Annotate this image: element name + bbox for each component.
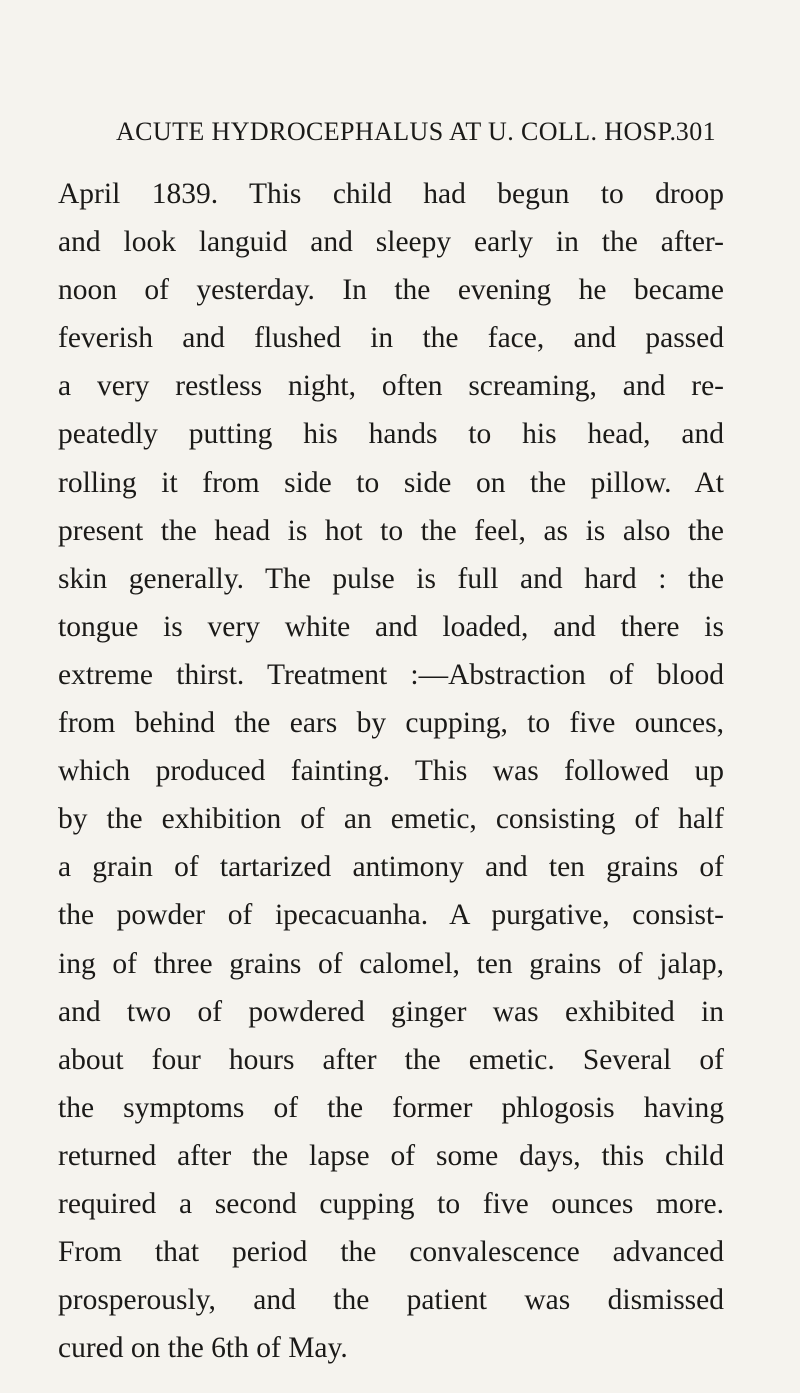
text-line: extreme thirst. Treatment :—Abstraction of blood [58, 658, 724, 691]
text-line: the symptoms of the former phlogosis having [58, 1091, 724, 1124]
running-title: ACUTE HYDROCEPHALUS AT U. COLL. HOSP. [116, 117, 677, 146]
text-line: required a second cupping to five ounces more. [58, 1187, 724, 1220]
text-line: skin generally. The pulse is full and hard : the [58, 562, 724, 595]
text-line: tongue is very white and loaded, and there is [58, 610, 724, 643]
text-line: peatedly putting his hands to his head, and [58, 418, 724, 451]
text-line: noon of yesterday. In the evening he became [58, 274, 724, 307]
text-line: From that period the convalescence advanced [58, 1236, 724, 1269]
text-line: returned after the lapse of some days, this child [58, 1139, 724, 1172]
text-line: prosperously, and the patient was dismissed [58, 1284, 724, 1317]
text-line: the powder of ipecacuanha. A purgative, consist- [58, 899, 724, 932]
text-line: feverish and flushed in the face, and passed [58, 322, 724, 355]
text-line: cured on the 6th of May. [58, 1332, 348, 1365]
text-line: from behind the ears by cupping, to five ounces, [58, 707, 724, 740]
running-head [116, 114, 716, 150]
body-paragraph [58, 170, 724, 1372]
text-line: a grain of tartarized antimony and ten grains of [58, 851, 724, 884]
text-line: and two of powdered ginger was exhibited in [58, 995, 724, 1028]
text-line: ing of three grains of calomel, ten grains of jalap, [58, 947, 724, 980]
text-line: a very restless night, often screaming, and re- [58, 370, 724, 403]
text-line: by the exhibition of an emetic, consisting of half [58, 803, 724, 836]
text-line: about four hours after the emetic. Several of [58, 1043, 724, 1076]
text-line: which produced fainting. This was followed up [58, 755, 724, 788]
text-line: rolling it from side to side on the pillow. At [58, 466, 724, 499]
text-line: present the head is hot to the feel, as is also the [58, 514, 724, 547]
page-number: 301 [675, 117, 716, 146]
text-line: April 1839. This child had begun to droop [58, 178, 724, 210]
text-line: and look languid and sleepy early in the after- [58, 226, 724, 259]
